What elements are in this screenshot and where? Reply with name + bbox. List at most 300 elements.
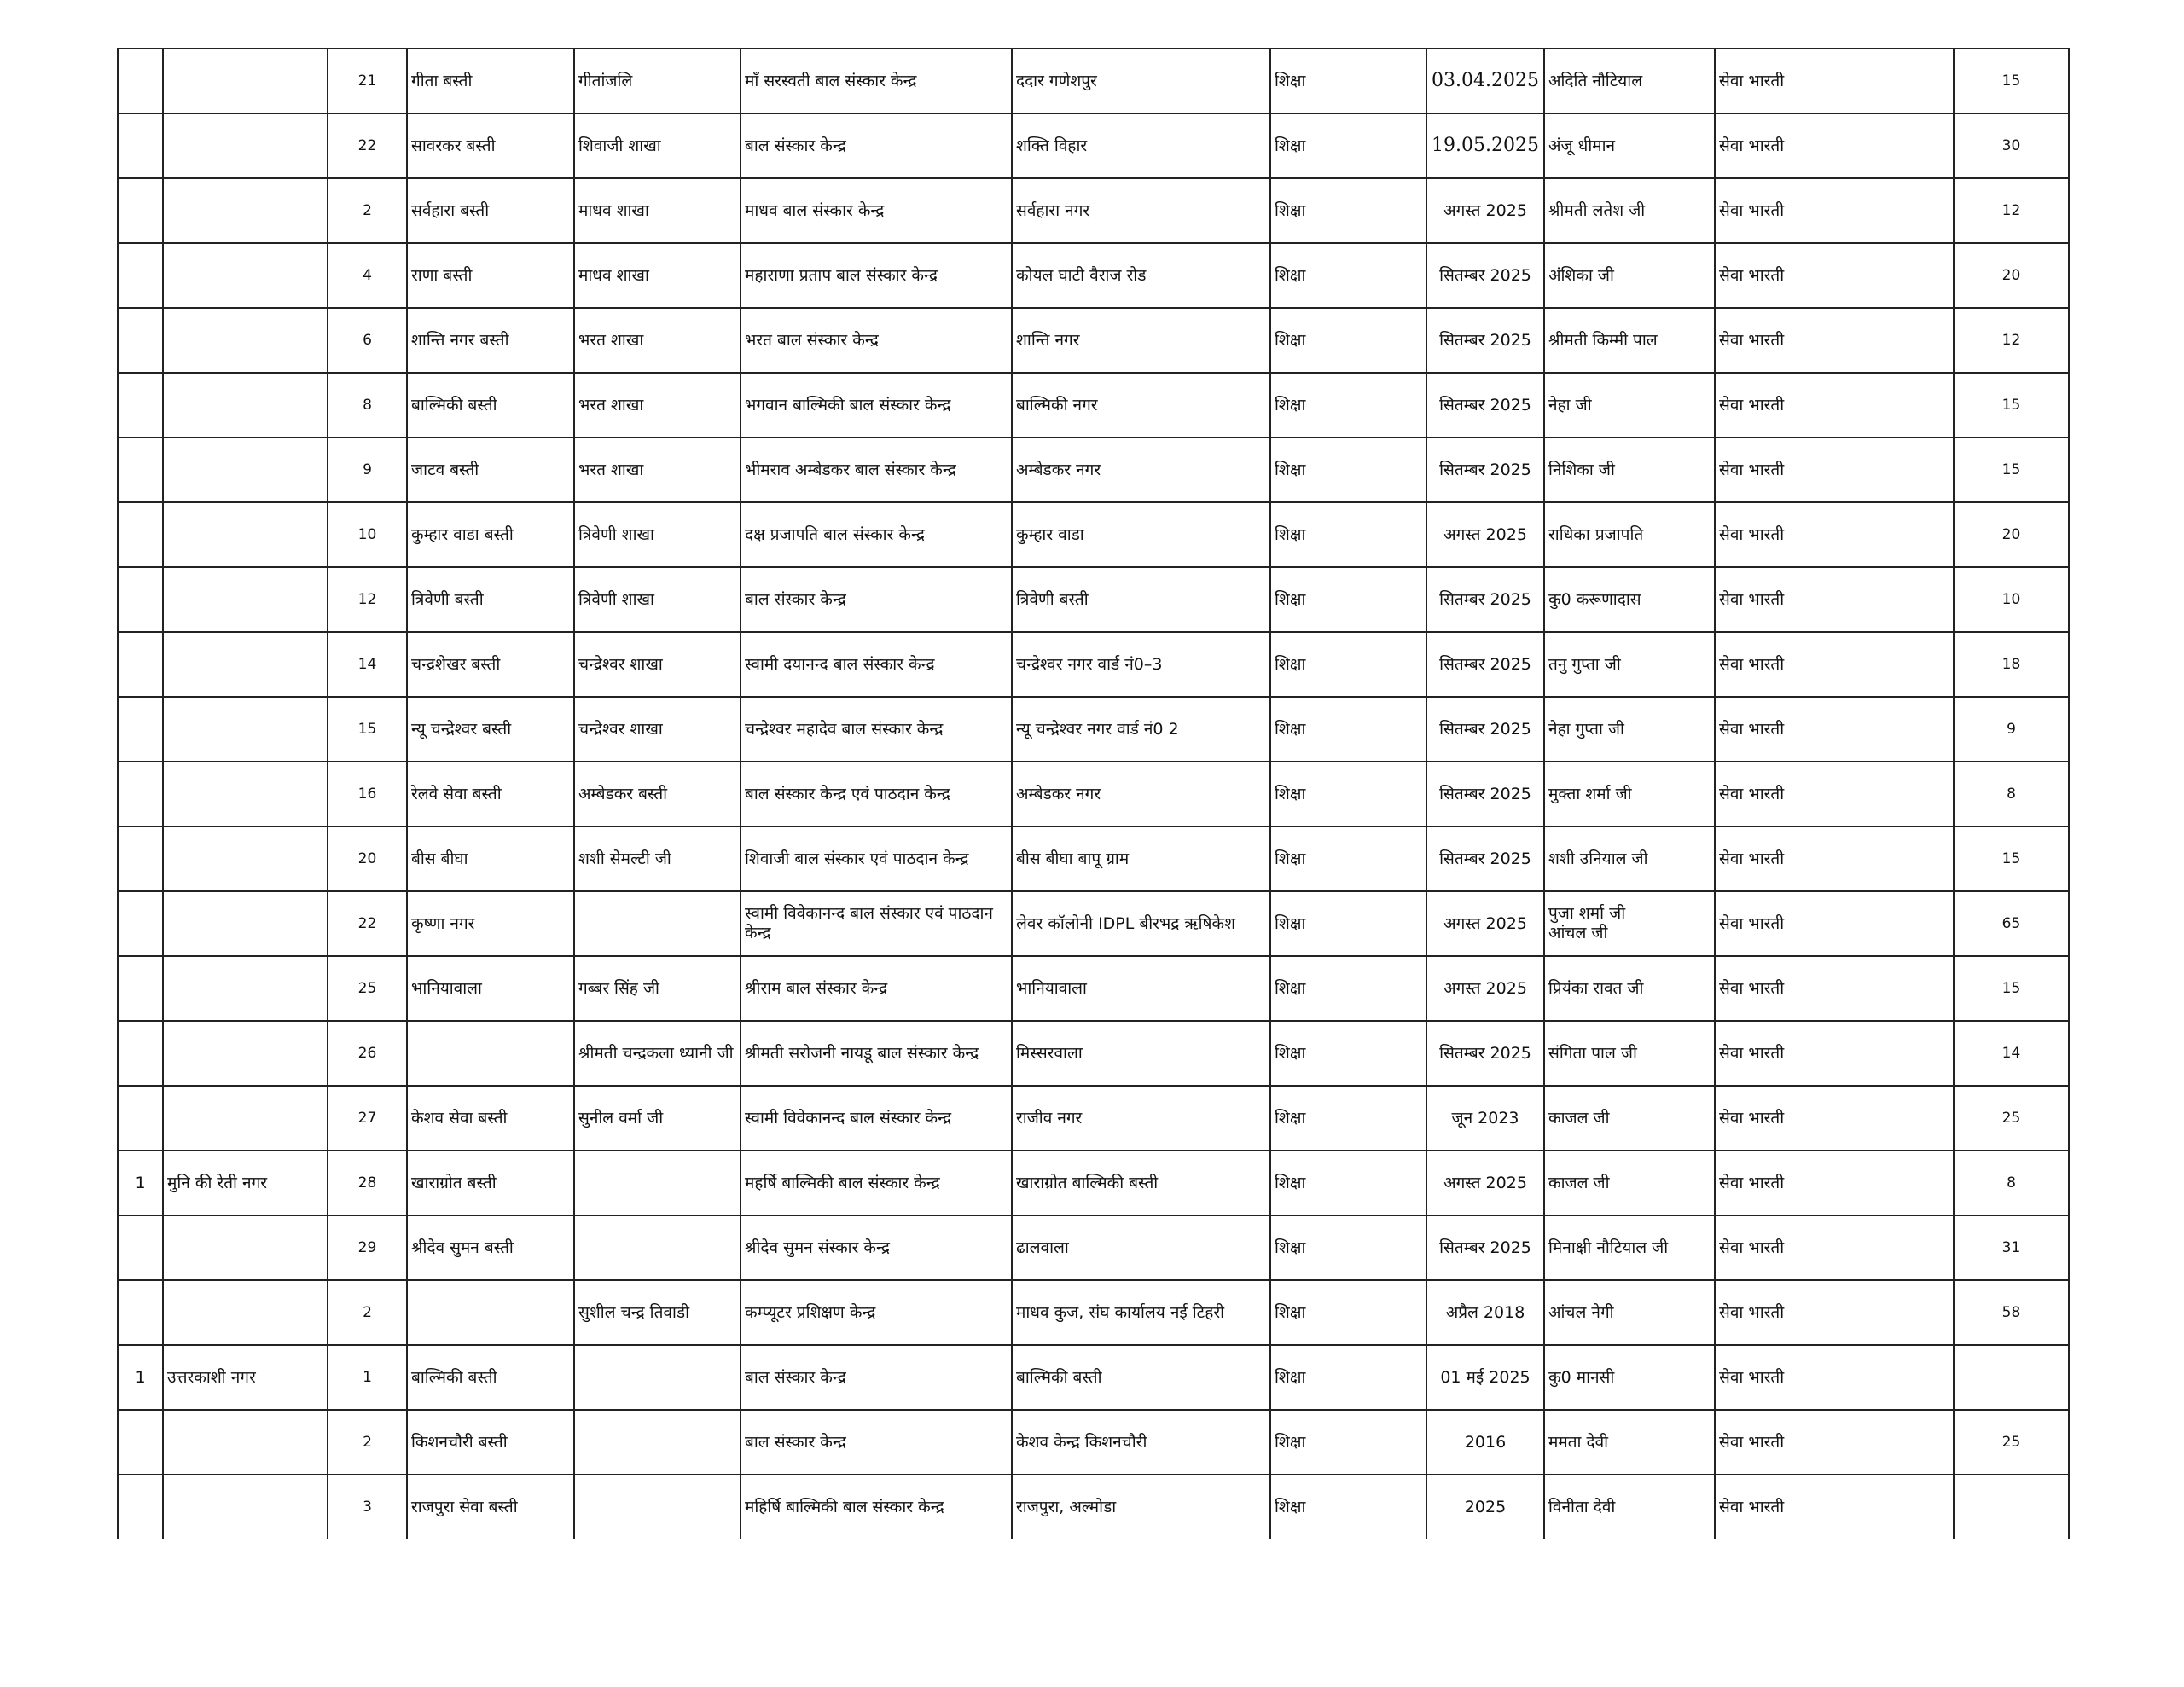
- table-row: [118, 438, 2069, 502]
- table-row: [118, 697, 2069, 762]
- cell-row-number: 16: [328, 762, 407, 826]
- cell-centre-name: बाल संस्कार केन्द्र: [741, 1345, 1012, 1410]
- cell-address: राजपुरा, अल्मोडा: [1012, 1475, 1270, 1539]
- cell-colony: किशनचौरी बस्ती: [407, 1410, 574, 1475]
- table-row: [118, 49, 2069, 113]
- cell-start-date: जून 2023: [1426, 1086, 1544, 1151]
- cell-category: शिक्षा: [1270, 1215, 1426, 1280]
- cell-start-date: अगस्त 2025: [1426, 891, 1544, 956]
- cell-colony: कृष्णा नगर: [407, 891, 574, 956]
- cell-centre-name: श्रीमती सरोजनी नायडू बाल संस्कार केन्द्र: [741, 1021, 1012, 1086]
- cell-organisation: सेवा भारती: [1715, 1280, 1954, 1345]
- cell-address: त्रिवेणी बस्ती: [1012, 567, 1270, 632]
- table-row: [118, 1021, 2069, 1086]
- cell-centre-name: बाल संस्कार केन्द्र: [741, 567, 1012, 632]
- cell-address: खाराग्रोत बाल्मिकी बस्ती: [1012, 1151, 1270, 1215]
- cell-student-count: 20: [1954, 502, 2069, 567]
- cell-student-count: 25: [1954, 1086, 2069, 1151]
- cell-start-date: 01 मई 2025: [1426, 1345, 1544, 1410]
- cell-serial: [118, 373, 163, 438]
- cell-centre-name: दक्ष प्रजापति बाल संस्कार केन्द्र: [741, 502, 1012, 567]
- cell-student-count: 9: [1954, 697, 2069, 762]
- cell-centre-name: महर्षि बाल्मिकी बाल संस्कार केन्द्र: [741, 1151, 1012, 1215]
- cell-category: शिक्षा: [1270, 891, 1426, 956]
- cell-city: मुनि की रेती नगर: [163, 1151, 328, 1215]
- cell-organisation: सेवा भारती: [1715, 438, 1954, 502]
- cell-teacher: ममता देवी: [1544, 1410, 1715, 1475]
- cell-centre-name: माँ सरस्वती बाल संस्कार केन्द्र: [741, 49, 1012, 113]
- cell-address: अम्बेडकर नगर: [1012, 762, 1270, 826]
- cell-branch: शशी सेमल्टी जी: [574, 826, 741, 891]
- cell-start-date: अप्रैल 2018: [1426, 1280, 1544, 1345]
- cell-row-number: 27: [328, 1086, 407, 1151]
- cell-serial: [118, 178, 163, 243]
- cell-serial: [118, 49, 163, 113]
- cell-branch: [574, 1475, 741, 1539]
- cell-student-count: 10: [1954, 567, 2069, 632]
- cell-category: शिक्षा: [1270, 502, 1426, 567]
- cell-address: भानियावाला: [1012, 956, 1270, 1021]
- cell-colony: [407, 1280, 574, 1345]
- cell-start-date: अगस्त 2025: [1426, 178, 1544, 243]
- cell-teacher: श्रीमती लतेश जी: [1544, 178, 1715, 243]
- cell-start-date: 19.05.2025: [1426, 113, 1544, 178]
- cell-organisation: सेवा भारती: [1715, 632, 1954, 697]
- cell-serial: [118, 956, 163, 1021]
- table-row: [118, 1215, 2069, 1280]
- cell-centre-name: महाराणा प्रताप बाल संस्कार केन्द्र: [741, 243, 1012, 308]
- cell-address: बीस बीघा बापू ग्राम: [1012, 826, 1270, 891]
- cell-category: शिक्षा: [1270, 1021, 1426, 1086]
- cell-start-date: सितम्बर 2025: [1426, 697, 1544, 762]
- cell-serial: [118, 502, 163, 567]
- cell-city: [163, 49, 328, 113]
- cell-branch: [574, 891, 741, 956]
- cell-city: [163, 178, 328, 243]
- cell-branch: चन्द्रेश्वर शाखा: [574, 632, 741, 697]
- cell-teacher: संगिता पाल जी: [1544, 1021, 1715, 1086]
- cell-serial: [118, 243, 163, 308]
- cell-serial: [118, 826, 163, 891]
- cell-branch: माधव शाखा: [574, 178, 741, 243]
- cell-address: ढालवाला: [1012, 1215, 1270, 1280]
- cell-city: उत्तरकाशी नगर: [163, 1345, 328, 1410]
- cell-branch: गब्बर सिंह जी: [574, 956, 741, 1021]
- cell-city: [163, 373, 328, 438]
- table-row: [118, 762, 2069, 826]
- cell-city: [163, 1086, 328, 1151]
- cell-branch: [574, 1410, 741, 1475]
- cell-category: शिक्षा: [1270, 1151, 1426, 1215]
- cell-address: चन्द्रेश्वर नगर वार्ड नं0–3: [1012, 632, 1270, 697]
- cell-teacher: कु0 करूणादास: [1544, 567, 1715, 632]
- cell-centre-name: भरत बाल संस्कार केन्द्र: [741, 308, 1012, 373]
- cell-teacher: काजल जी: [1544, 1151, 1715, 1215]
- cell-city: [163, 1215, 328, 1280]
- cell-city: [163, 438, 328, 502]
- cell-row-number: 10: [328, 502, 407, 567]
- cell-teacher: विनीता देवी: [1544, 1475, 1715, 1539]
- cell-serial: [118, 762, 163, 826]
- cell-organisation: सेवा भारती: [1715, 178, 1954, 243]
- cell-start-date: सितम्बर 2025: [1426, 567, 1544, 632]
- cell-teacher: नेहा गुप्ता जी: [1544, 697, 1715, 762]
- cell-student-count: 15: [1954, 438, 2069, 502]
- cell-organisation: सेवा भारती: [1715, 891, 1954, 956]
- cell-organisation: सेवा भारती: [1715, 113, 1954, 178]
- cell-organisation: सेवा भारती: [1715, 762, 1954, 826]
- cell-colony: खाराग्रोत बस्ती: [407, 1151, 574, 1215]
- table-row: [118, 243, 2069, 308]
- cell-colony: गीता बस्ती: [407, 49, 574, 113]
- table-body: [118, 49, 2069, 1539]
- cell-student-count: 15: [1954, 826, 2069, 891]
- table-row: [118, 308, 2069, 373]
- cell-serial: [118, 438, 163, 502]
- cell-address: केशव केन्द्र किशनचौरी: [1012, 1410, 1270, 1475]
- cell-teacher: निशिका जी: [1544, 438, 1715, 502]
- cell-student-count: 20: [1954, 243, 2069, 308]
- cell-address: ददार गणेशपुर: [1012, 49, 1270, 113]
- cell-row-number: 25: [328, 956, 407, 1021]
- cell-row-number: 2: [328, 1410, 407, 1475]
- cell-branch: श्रीमती चन्द्रकला ध्यानी जी: [574, 1021, 741, 1086]
- cell-student-count: 15: [1954, 49, 2069, 113]
- cell-student-count: 25: [1954, 1410, 2069, 1475]
- cell-category: शिक्षा: [1270, 697, 1426, 762]
- cell-address: सर्वहारा नगर: [1012, 178, 1270, 243]
- cell-row-number: 28: [328, 1151, 407, 1215]
- cell-student-count: 65: [1954, 891, 2069, 956]
- cell-start-date: सितम्बर 2025: [1426, 373, 1544, 438]
- cell-row-number: 20: [328, 826, 407, 891]
- cell-student-count: [1954, 1345, 2069, 1410]
- table-row: [118, 113, 2069, 178]
- cell-start-date: सितम्बर 2025: [1426, 632, 1544, 697]
- cell-organisation: सेवा भारती: [1715, 373, 1954, 438]
- cell-student-count: 30: [1954, 113, 2069, 178]
- cell-student-count: 12: [1954, 308, 2069, 373]
- cell-city: [163, 113, 328, 178]
- cell-row-number: 21: [328, 49, 407, 113]
- cell-centre-name: बाल संस्कार केन्द्र: [741, 113, 1012, 178]
- cell-branch: शिवाजी शाखा: [574, 113, 741, 178]
- cell-organisation: सेवा भारती: [1715, 1475, 1954, 1539]
- cell-organisation: सेवा भारती: [1715, 1151, 1954, 1215]
- cell-teacher: अंशिका जी: [1544, 243, 1715, 308]
- cell-organisation: सेवा भारती: [1715, 567, 1954, 632]
- cell-organisation: सेवा भारती: [1715, 1086, 1954, 1151]
- cell-teacher: मुक्ता शर्मा जी: [1544, 762, 1715, 826]
- cell-start-date: अगस्त 2025: [1426, 1151, 1544, 1215]
- cell-city: [163, 891, 328, 956]
- cell-start-date: सितम्बर 2025: [1426, 1215, 1544, 1280]
- cell-student-count: [1954, 1475, 2069, 1539]
- cell-colony: कुम्हार वाडा बस्ती: [407, 502, 574, 567]
- cell-serial: [118, 113, 163, 178]
- cell-student-count: 58: [1954, 1280, 2069, 1345]
- cell-branch: [574, 1345, 741, 1410]
- cell-category: शिक्षा: [1270, 762, 1426, 826]
- cell-address: बाल्मिकी बस्ती: [1012, 1345, 1270, 1410]
- cell-city: [163, 1021, 328, 1086]
- table-row: [118, 1410, 2069, 1475]
- cell-address: लेवर कॉलोनी IDPL बीरभद्र ऋषिकेश: [1012, 891, 1270, 956]
- cell-row-number: 8: [328, 373, 407, 438]
- cell-colony: त्रिवेणी बस्ती: [407, 567, 574, 632]
- cell-address: राजीव नगर: [1012, 1086, 1270, 1151]
- cell-colony: न्यू चन्द्रेश्वर बस्ती: [407, 697, 574, 762]
- cell-student-count: 15: [1954, 956, 2069, 1021]
- cell-organisation: सेवा भारती: [1715, 243, 1954, 308]
- cell-colony: जाटव बस्ती: [407, 438, 574, 502]
- cell-organisation: सेवा भारती: [1715, 826, 1954, 891]
- cell-address: कोयल घाटी वैराज रोड: [1012, 243, 1270, 308]
- cell-centre-name: बाल संस्कार केन्द्र: [741, 1410, 1012, 1475]
- cell-colony: राजपुरा सेवा बस्ती: [407, 1475, 574, 1539]
- cell-category: शिक्षा: [1270, 308, 1426, 373]
- cell-row-number: 26: [328, 1021, 407, 1086]
- table-row: [118, 1475, 2069, 1539]
- cell-organisation: सेवा भारती: [1715, 49, 1954, 113]
- cell-city: [163, 308, 328, 373]
- cell-teacher: काजल जी: [1544, 1086, 1715, 1151]
- cell-category: शिक्षा: [1270, 632, 1426, 697]
- table-row: [118, 373, 2069, 438]
- cell-branch: भरत शाखा: [574, 373, 741, 438]
- cell-city: [163, 632, 328, 697]
- table-row: [118, 1151, 2069, 1215]
- cell-centre-name: भीमराव अम्बेडकर बाल संस्कार केन्द्र: [741, 438, 1012, 502]
- cell-address: न्यू चन्द्रेश्वर नगर वार्ड नं0 2: [1012, 697, 1270, 762]
- cell-student-count: 18: [1954, 632, 2069, 697]
- cell-centre-name: श्रीदेव सुमन संस्कार केन्द्र: [741, 1215, 1012, 1280]
- cell-city: [163, 1280, 328, 1345]
- cell-category: शिक्षा: [1270, 1280, 1426, 1345]
- cell-centre-name: माधव बाल संस्कार केन्द्र: [741, 178, 1012, 243]
- cell-serial: [118, 308, 163, 373]
- cell-city: [163, 1410, 328, 1475]
- cell-colony: बाल्मिकी बस्ती: [407, 1345, 574, 1410]
- cell-category: शिक्षा: [1270, 113, 1426, 178]
- cell-centre-name: श्रीराम बाल संस्कार केन्द्र: [741, 956, 1012, 1021]
- table-row: [118, 891, 2069, 956]
- cell-teacher: प्रियंका रावत जी: [1544, 956, 1715, 1021]
- cell-organisation: सेवा भारती: [1715, 1215, 1954, 1280]
- cell-row-number: 3: [328, 1475, 407, 1539]
- cell-branch: भरत शाखा: [574, 308, 741, 373]
- cell-category: शिक्षा: [1270, 956, 1426, 1021]
- cell-start-date: सितम्बर 2025: [1426, 308, 1544, 373]
- cell-address: अम्बेडकर नगर: [1012, 438, 1270, 502]
- cell-city: [163, 826, 328, 891]
- cell-row-number: 2: [328, 1280, 407, 1345]
- cell-serial: [118, 567, 163, 632]
- cell-organisation: सेवा भारती: [1715, 956, 1954, 1021]
- cell-colony: बाल्मिकी बस्ती: [407, 373, 574, 438]
- cell-row-number: 14: [328, 632, 407, 697]
- cell-teacher: शशी उनियाल जी: [1544, 826, 1715, 891]
- cell-student-count: 31: [1954, 1215, 2069, 1280]
- records-table: [117, 48, 2070, 1539]
- cell-category: शिक्षा: [1270, 49, 1426, 113]
- cell-row-number: 22: [328, 113, 407, 178]
- cell-branch: भरत शाखा: [574, 438, 741, 502]
- cell-start-date: 2025: [1426, 1475, 1544, 1539]
- cell-serial: [118, 1021, 163, 1086]
- cell-colony: चन्द्रशेखर बस्ती: [407, 632, 574, 697]
- cell-student-count: 8: [1954, 762, 2069, 826]
- table-row: [118, 502, 2069, 567]
- cell-student-count: 15: [1954, 373, 2069, 438]
- cell-colony: सर्वहारा बस्ती: [407, 178, 574, 243]
- cell-serial: [118, 1410, 163, 1475]
- cell-colony: श्रीदेव सुमन बस्ती: [407, 1215, 574, 1280]
- cell-student-count: 8: [1954, 1151, 2069, 1215]
- cell-centre-name: बाल संस्कार केन्द्र एवं पाठदान केन्द्र: [741, 762, 1012, 826]
- cell-branch: माधव शाखा: [574, 243, 741, 308]
- cell-serial: 1: [118, 1151, 163, 1215]
- cell-city: [163, 567, 328, 632]
- cell-serial: [118, 697, 163, 762]
- cell-category: शिक्षा: [1270, 826, 1426, 891]
- table-row: [118, 632, 2069, 697]
- cell-serial: [118, 1086, 163, 1151]
- cell-teacher: अंजू धीमान: [1544, 113, 1715, 178]
- cell-branch: [574, 1215, 741, 1280]
- cell-row-number: 2: [328, 178, 407, 243]
- table-row: [118, 567, 2069, 632]
- cell-branch: त्रिवेणी शाखा: [574, 502, 741, 567]
- cell-category: शिक्षा: [1270, 567, 1426, 632]
- cell-address: शान्ति नगर: [1012, 308, 1270, 373]
- cell-city: [163, 243, 328, 308]
- cell-colony: सावरकर बस्ती: [407, 113, 574, 178]
- cell-start-date: अगस्त 2025: [1426, 502, 1544, 567]
- cell-row-number: 6: [328, 308, 407, 373]
- cell-start-date: सितम्बर 2025: [1426, 243, 1544, 308]
- cell-row-number: 9: [328, 438, 407, 502]
- cell-teacher: राधिका प्रजापति: [1544, 502, 1715, 567]
- cell-serial: [118, 1475, 163, 1539]
- cell-city: [163, 956, 328, 1021]
- cell-branch: सुशील चन्द्र तिवाडी: [574, 1280, 741, 1345]
- cell-row-number: 29: [328, 1215, 407, 1280]
- cell-organisation: सेवा भारती: [1715, 1021, 1954, 1086]
- table-row: [118, 1280, 2069, 1345]
- cell-category: शिक्षा: [1270, 438, 1426, 502]
- cell-category: शिक्षा: [1270, 1345, 1426, 1410]
- cell-teacher: तनु गुप्ता जी: [1544, 632, 1715, 697]
- cell-teacher: मिनाक्षी नौटियाल जी: [1544, 1215, 1715, 1280]
- cell-colony: बीस बीघा: [407, 826, 574, 891]
- cell-serial: 1: [118, 1345, 163, 1410]
- cell-organisation: सेवा भारती: [1715, 1410, 1954, 1475]
- cell-start-date: सितम्बर 2025: [1426, 438, 1544, 502]
- cell-student-count: 14: [1954, 1021, 2069, 1086]
- cell-category: शिक्षा: [1270, 373, 1426, 438]
- cell-serial: [118, 632, 163, 697]
- cell-colony: भानियावाला: [407, 956, 574, 1021]
- cell-row-number: 4: [328, 243, 407, 308]
- cell-teacher: अदिति नौटियाल: [1544, 49, 1715, 113]
- cell-start-date: सितम्बर 2025: [1426, 826, 1544, 891]
- cell-row-number: 15: [328, 697, 407, 762]
- cell-start-date: सितम्बर 2025: [1426, 1021, 1544, 1086]
- table-row: [118, 826, 2069, 891]
- cell-organisation: सेवा भारती: [1715, 697, 1954, 762]
- cell-serial: [118, 1280, 163, 1345]
- cell-address: मिस्सरवाला: [1012, 1021, 1270, 1086]
- cell-category: शिक्षा: [1270, 1475, 1426, 1539]
- cell-row-number: 12: [328, 567, 407, 632]
- cell-colony: [407, 1021, 574, 1086]
- table-row: [118, 1345, 2069, 1410]
- cell-city: [163, 502, 328, 567]
- cell-category: शिक्षा: [1270, 243, 1426, 308]
- cell-branch: गीतांजलि: [574, 49, 741, 113]
- cell-branch: [574, 1151, 741, 1215]
- cell-branch: अम्बेडकर बस्ती: [574, 762, 741, 826]
- cell-row-number: 22: [328, 891, 407, 956]
- cell-organisation: सेवा भारती: [1715, 308, 1954, 373]
- cell-serial: [118, 891, 163, 956]
- table-row: [118, 178, 2069, 243]
- cell-serial: [118, 1215, 163, 1280]
- cell-centre-name: भगवान बाल्मिकी बाल संस्कार केन्द्र: [741, 373, 1012, 438]
- cell-colony: शान्ति नगर बस्ती: [407, 308, 574, 373]
- cell-centre-name: चन्द्रेश्वर महादेव बाल संस्कार केन्द्र: [741, 697, 1012, 762]
- cell-colony: राणा बस्ती: [407, 243, 574, 308]
- cell-category: शिक्षा: [1270, 1410, 1426, 1475]
- cell-branch: चन्द्रेश्वर शाखा: [574, 697, 741, 762]
- cell-start-date: सितम्बर 2025: [1426, 762, 1544, 826]
- cell-branch: त्रिवेणी शाखा: [574, 567, 741, 632]
- cell-student-count: 12: [1954, 178, 2069, 243]
- cell-organisation: सेवा भारती: [1715, 502, 1954, 567]
- cell-teacher: आंचल नेगी: [1544, 1280, 1715, 1345]
- cell-teacher: पुजा शर्मा जी आंचल जी: [1544, 891, 1715, 956]
- cell-teacher: कु0 मानसी: [1544, 1345, 1715, 1410]
- cell-branch: सुनील वर्मा जी: [574, 1086, 741, 1151]
- cell-centre-name: कम्प्यूटर प्रशिक्षण केन्द्र: [741, 1280, 1012, 1345]
- cell-teacher: नेहा जी: [1544, 373, 1715, 438]
- cell-city: [163, 697, 328, 762]
- cell-colony: केशव सेवा बस्ती: [407, 1086, 574, 1151]
- cell-row-number: 1: [328, 1345, 407, 1410]
- cell-start-date: 03.04.2025: [1426, 49, 1544, 113]
- table-row: [118, 956, 2069, 1021]
- cell-city: [163, 762, 328, 826]
- cell-organisation: सेवा भारती: [1715, 1345, 1954, 1410]
- cell-centre-name: महिर्षि बाल्मिकी बाल संस्कार केन्द्र: [741, 1475, 1012, 1539]
- cell-start-date: 2016: [1426, 1410, 1544, 1475]
- cell-address: शक्ति विहार: [1012, 113, 1270, 178]
- cell-colony: रेलवे सेवा बस्ती: [407, 762, 574, 826]
- cell-start-date: अगस्त 2025: [1426, 956, 1544, 1021]
- cell-centre-name: शिवाजी बाल संस्कार एवं पाठदान केन्द्र: [741, 826, 1012, 891]
- cell-category: शिक्षा: [1270, 1086, 1426, 1151]
- cell-address: माधव कुज, संघ कार्यालय नई टिहरी: [1012, 1280, 1270, 1345]
- cell-category: शिक्षा: [1270, 178, 1426, 243]
- cell-centre-name: स्वामी विवेकानन्द बाल संस्कार केन्द्र: [741, 1086, 1012, 1151]
- cell-address: कुम्हार वाडा: [1012, 502, 1270, 567]
- cell-centre-name: स्वामी विवेकानन्द बाल संस्कार एवं पाठदान केन्द्र: [741, 891, 1012, 956]
- cell-centre-name: स्वामी दयानन्द बाल संस्कार केन्द्र: [741, 632, 1012, 697]
- cell-address: बाल्मिकी नगर: [1012, 373, 1270, 438]
- cell-teacher: श्रीमती किम्मी पाल: [1544, 308, 1715, 373]
- cell-city: [163, 1475, 328, 1539]
